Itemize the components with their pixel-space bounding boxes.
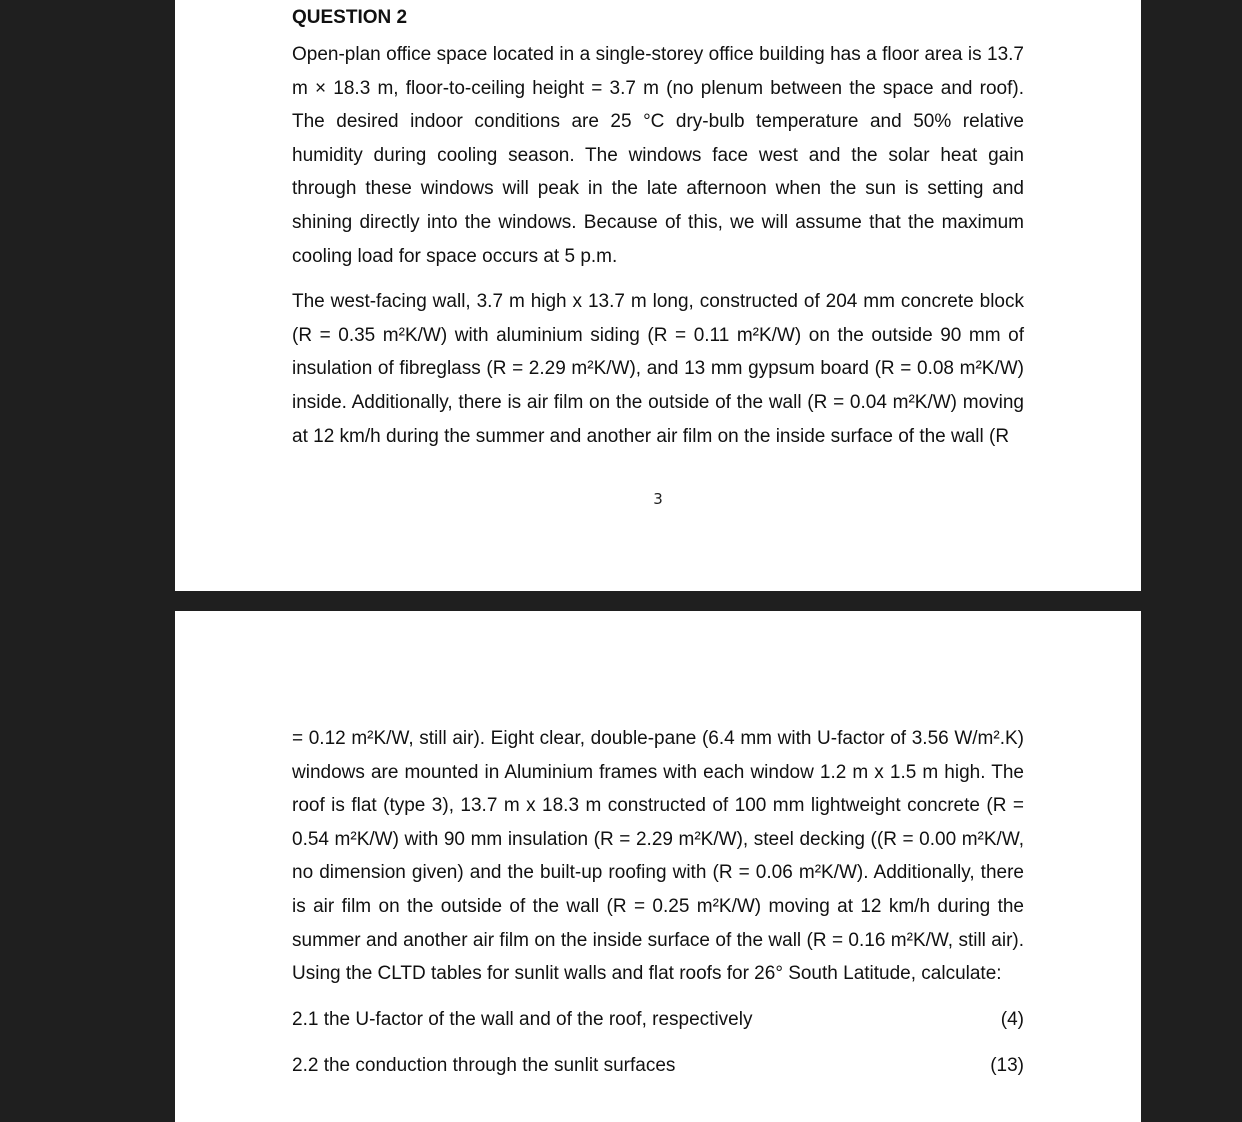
page-number: 3: [653, 490, 663, 508]
document-page: [175, 0, 1141, 591]
sub-question-text: 2.1 the U-factor of the wall and of the roof, respectively: [292, 1008, 753, 1030]
document-page: [175, 611, 1141, 1122]
sub-question-marks: (4): [1000, 1008, 1024, 1030]
sub-question-marks: (13): [990, 1055, 1024, 1077]
continued-paragraph: = 0.12 m²K/W, still air). Eight clear, double-pane (6.4 mm with U-factor of 3.56 W/m².K) windows are mounted in Aluminium frames with each window 1.2 m x 1.5 m high. The roof is flat (type 3), 13.7 m x 18.3 m constructed of 100 mm lightweight concrete (R = 0.54 m²K/W) with 90 mm insulation (R = 2.29 m²K/W), steel decking ((R = 0.00 m²K/W, no dimension given) and the built-up roofing with (R = 0.06 m²K/W). Additionally, there is air film on the outside of the wall (R = 0.25 m²K/W) moving at 12 km/h during the summer and another air film on the inside surface of the wall (R = 0.16 m²K/W, still air). Using the CLTD tables for sunlit walls and flat roofs for 26° South Latitude, calculate:: [292, 728, 1024, 985]
sub-question-text: 2.2 the conduction through the sunlit surfaces: [292, 1055, 676, 1077]
sub-question-2-1: [292, 1003, 1024, 1037]
problem-paragraph: Open-plan office space located in a single-storey office building has a floor area is 13.7 m × 18.3 m, floor-to-ceiling height = 3.7 m (no plenum between the space and roof). The desired indoor conditions are 25 °C dry-bulb temperature and 50% relative humidity during cooling season. The windows face west and the solar heat gain through these windows will peak in the late afternoon when the sun is setting and shining directly into the windows. Because of this, we will assume that the maximum cooling load for space occurs at 5 p.m.: [292, 44, 1024, 267]
page-content: [292, 722, 1024, 1096]
sub-question-2-2: [292, 1049, 1024, 1083]
question-heading: QUESTION 2: [292, 7, 408, 28]
wall-description-paragraph: The west-facing wall, 3.7 m high x 13.7 m long, constructed of 204 mm concrete block (R = 0.35 m²K/W) with aluminium siding (R = 0.11 m²K/W) on the outside 90 mm of insulation of fibreglass (R = 2.29 m²K/W), and 13 mm gypsum board (R = 0.08 m²K/W) inside. Additionally, there is air film on the outside of the wall (R = 0.04 m²K/W) moving at 12 km/h during the summer and another air film on the inside surface of the wall (R: [292, 291, 1024, 447]
page-content: [292, 1, 1024, 465]
